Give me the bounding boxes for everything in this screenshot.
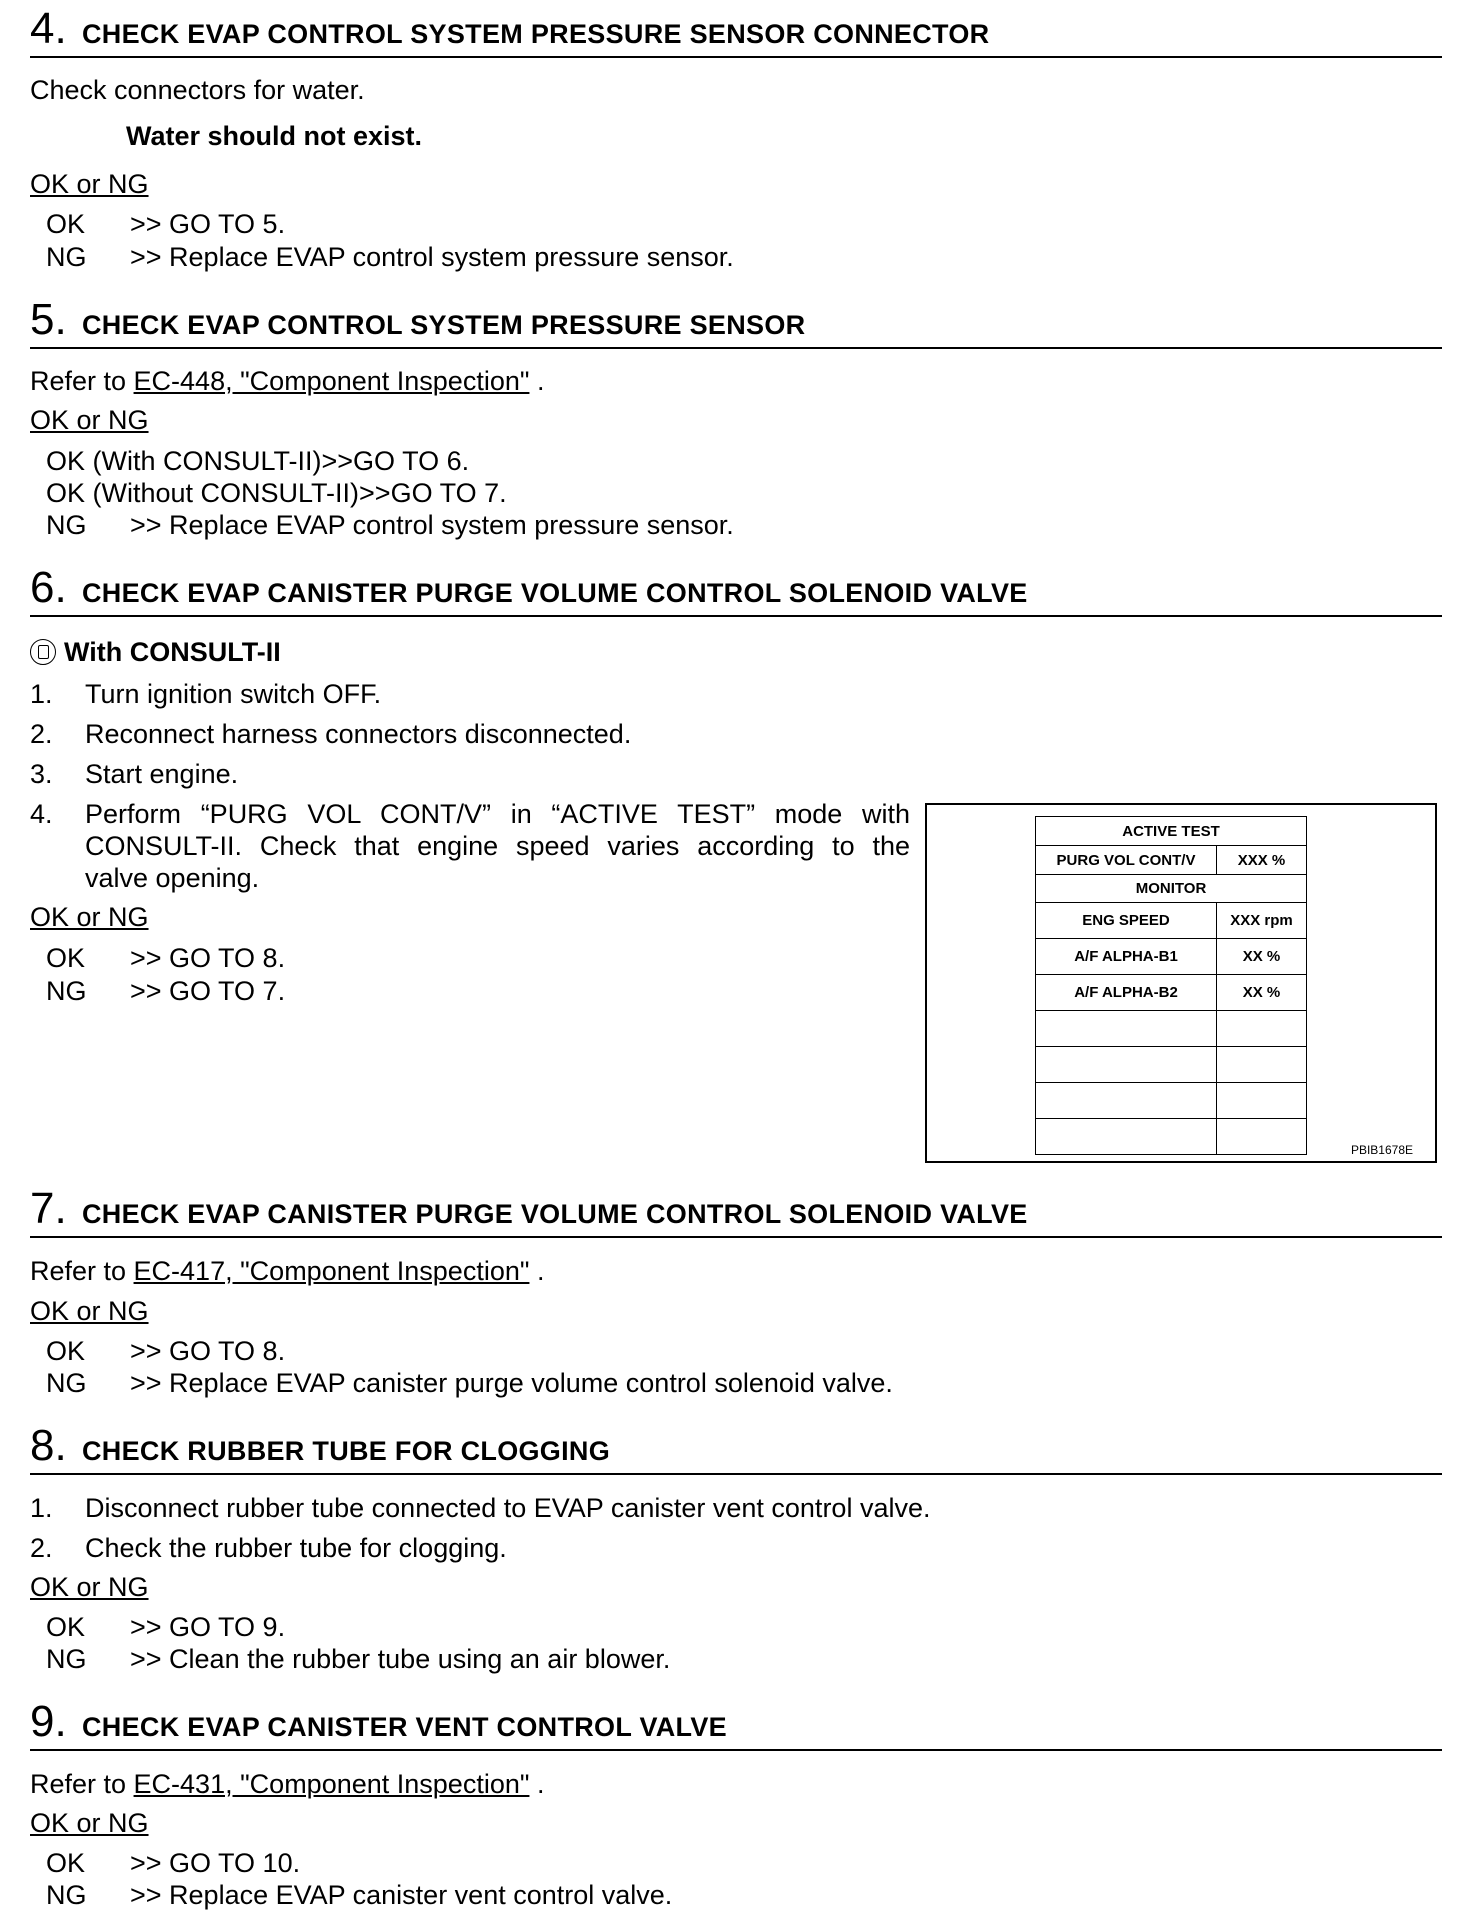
purg-vol-label: PURG VOL CONT/V: [1036, 846, 1217, 875]
list-item: [30, 798, 910, 894]
result-ng: [30, 1643, 670, 1675]
result-action: >> GO TO 5.: [130, 209, 286, 239]
item-number: 2.: [30, 1533, 53, 1563]
result-ng: [30, 509, 734, 541]
item-text: Check the rubber tube for clogging.: [85, 1533, 507, 1563]
monitor-label: ENG SPEED: [1036, 903, 1217, 939]
result-key: OK: [46, 1612, 86, 1642]
empty-cell: [1036, 1047, 1217, 1083]
ok-ng-label: OK or NG: [30, 902, 149, 932]
step-header: [30, 1421, 1442, 1475]
result-action: >> GO TO 8.: [130, 943, 286, 973]
result-ok-without-consult: OK (Without CONSULT-II)>>GO TO 7.: [46, 478, 507, 508]
spec-text: Water should not exist.: [126, 121, 423, 151]
component-inspection-link[interactable]: EC-417, "Component Inspection": [133, 1256, 530, 1286]
result-ok: [30, 1335, 285, 1367]
item-text: Turn ignition switch OFF.: [85, 679, 382, 709]
result-ok: [30, 208, 285, 240]
result-action: >> Replace EVAP canister purge volume control solenoid valve.: [130, 1368, 893, 1398]
list-item: [30, 1492, 1130, 1524]
consult-subhead-label: With CONSULT-II: [64, 637, 281, 667]
result-ng: [30, 241, 734, 273]
step-header: [30, 295, 1442, 349]
empty-cell: [1217, 1083, 1307, 1119]
result-ok: [30, 1611, 285, 1643]
result-action: >> GO TO 7.: [130, 976, 286, 1006]
item-text: Disconnect rubber tube connected to EVAP canister vent control valve.: [85, 1493, 931, 1523]
result-ok-with-consult: OK (With CONSULT-II)>>GO TO 6.: [46, 446, 470, 476]
step-title: CHECK EVAP CONTROL SYSTEM PRESSURE SENSOR CONNECTOR: [82, 19, 990, 49]
consult-subhead: [30, 636, 281, 668]
monitor-value: XX %: [1217, 975, 1307, 1011]
step-number: 4.: [30, 4, 67, 53]
step-title: CHECK EVAP CANISTER PURGE VOLUME CONTROL SOLENOID VALVE: [82, 1199, 1028, 1229]
monitor-value: XX %: [1217, 939, 1307, 975]
result-key: OK: [46, 1336, 86, 1366]
refer-line: [30, 1768, 544, 1800]
item-text-line-2: CONSULT-II. Check that engine speed varies according to the: [85, 831, 910, 861]
step-number: 8.: [30, 1421, 67, 1470]
step-9: [30, 1697, 1442, 1751]
step-text: Check connectors for water.: [30, 75, 365, 105]
step-6: [30, 563, 1442, 617]
result-ok: [30, 1847, 300, 1879]
item-number: 4.: [30, 799, 53, 829]
list-item: [30, 718, 910, 750]
result-key: OK: [46, 943, 86, 973]
refer-prefix: Refer to: [30, 1769, 134, 1799]
item-number: 1.: [30, 1493, 53, 1523]
refer-line: [30, 365, 544, 397]
ok-ng-label: OK or NG: [30, 1296, 149, 1326]
empty-cell: [1036, 1083, 1217, 1119]
item-text-line-3: valve opening.: [85, 863, 260, 893]
step-number: 9.: [30, 1697, 67, 1746]
step-number: 6.: [30, 563, 67, 612]
component-inspection-link[interactable]: EC-448, "Component Inspection": [133, 366, 530, 396]
result-ok: [30, 942, 285, 974]
refer-prefix: Refer to: [30, 366, 134, 396]
step-title: CHECK EVAP CONTROL SYSTEM PRESSURE SENSOR: [82, 310, 806, 340]
step-8: [30, 1421, 1442, 1475]
empty-cell: [1036, 1119, 1217, 1155]
empty-cell: [1217, 1047, 1307, 1083]
step-7: [30, 1184, 1442, 1238]
result-action: >> GO TO 9.: [130, 1612, 286, 1642]
result-key: NG: [46, 976, 87, 1006]
result-key: NG: [46, 242, 87, 272]
active-test-figure: [925, 803, 1437, 1163]
result-action: >> Clean the rubber tube using an air blower.: [130, 1644, 671, 1674]
result-action: >> Replace EVAP control system pressure sensor.: [130, 242, 734, 272]
step-header: [30, 563, 1442, 617]
monitor-label: A/F ALPHA-B1: [1036, 939, 1217, 975]
result-key: OK: [46, 1848, 86, 1878]
refer-suffix: .: [529, 366, 545, 396]
empty-cell: [1036, 1011, 1217, 1047]
step-title: CHECK EVAP CANISTER VENT CONTROL VALVE: [82, 1712, 727, 1742]
monitor-header: MONITOR: [1036, 875, 1307, 903]
empty-cell: [1217, 1119, 1307, 1155]
refer-line: [30, 1255, 544, 1287]
item-text: Start engine.: [85, 759, 239, 789]
ok-ng-label: OK or NG: [30, 1572, 149, 1602]
ok-ng-label: OK or NG: [30, 405, 149, 435]
figure-id: PBIB1678E: [1350, 1143, 1413, 1157]
result-key: NG: [46, 1644, 87, 1674]
result-action: >> Replace EVAP canister vent control valve.: [130, 1880, 673, 1910]
item-number: 3.: [30, 759, 53, 789]
item-number: 2.: [30, 719, 53, 749]
step-5: [30, 295, 1442, 349]
ok-ng-label: OK or NG: [30, 169, 149, 199]
result-action: >> GO TO 8.: [130, 1336, 286, 1366]
purg-vol-value: XXX %: [1217, 846, 1307, 875]
monitor-label: A/F ALPHA-B2: [1036, 975, 1217, 1011]
step-header: [30, 1697, 1442, 1751]
result-key: NG: [46, 1880, 87, 1910]
step-header: [30, 1184, 1442, 1238]
result-ng: [30, 1367, 893, 1399]
result-action: >> GO TO 10.: [130, 1848, 301, 1878]
refer-suffix: .: [529, 1769, 545, 1799]
active-test-table: [1035, 816, 1307, 1155]
item-text: Reconnect harness connectors disconnected.: [85, 719, 632, 749]
item-number: 1.: [30, 679, 53, 709]
monitor-value: XXX rpm: [1217, 903, 1307, 939]
refer-prefix: Refer to: [30, 1256, 134, 1286]
result-action: >> Replace EVAP control system pressure sensor.: [130, 510, 734, 540]
result-ng: [30, 1879, 672, 1911]
result-ng: [30, 975, 285, 1007]
result-key: NG: [46, 510, 87, 540]
item-text-line-1: Perform “PURG VOL CONT/V” in “ACTIVE TEST” mode with: [85, 799, 910, 829]
result-key: OK: [46, 209, 86, 239]
empty-cell: [1217, 1011, 1307, 1047]
step-number: 5.: [30, 295, 67, 344]
ok-ng-label: OK or NG: [30, 1808, 149, 1838]
list-item: [30, 1532, 1130, 1564]
result-key: NG: [46, 1368, 87, 1398]
step-number: 7.: [30, 1184, 67, 1233]
step-4: [30, 4, 1442, 58]
component-inspection-link[interactable]: EC-431, "Component Inspection": [133, 1769, 530, 1799]
list-item: [30, 758, 910, 790]
consult-ii-icon: [30, 639, 56, 665]
step-title: CHECK EVAP CANISTER PURGE VOLUME CONTROL SOLENOID VALVE: [82, 578, 1028, 608]
refer-suffix: .: [529, 1256, 545, 1286]
active-test-header: ACTIVE TEST: [1036, 817, 1307, 846]
step-title: CHECK RUBBER TUBE FOR CLOGGING: [82, 1436, 610, 1466]
list-item: [30, 678, 910, 710]
step-header: [30, 4, 1442, 58]
